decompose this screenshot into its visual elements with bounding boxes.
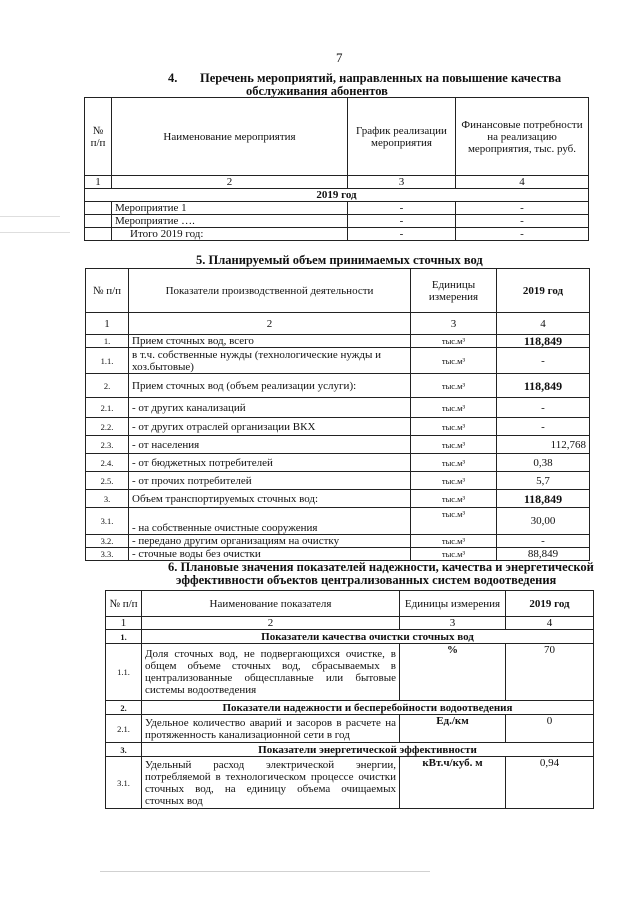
s5-row-value: -	[497, 418, 590, 436]
s4-row-num	[85, 215, 112, 228]
s6-colnum: 2	[142, 617, 400, 630]
s4-row-finance: -	[456, 228, 589, 241]
s4-row-name: Мероприятие 1	[112, 202, 348, 215]
s6-row-unit: %	[400, 644, 506, 701]
s5-colnum: 1	[86, 313, 129, 335]
s4-colnum: 4	[456, 176, 589, 189]
section4-title-line1: Перечень мероприятий, направленных на повышение качества	[200, 71, 562, 85]
s5-row-num: 2.2.	[86, 418, 129, 436]
s5-row-unit: тыс.м³	[411, 348, 497, 374]
s5-row-value: 88,849	[497, 548, 590, 561]
s5-row-value: 5,7	[497, 472, 590, 490]
s6-row-value: 0,94	[506, 757, 594, 809]
s4-colnum: 2	[112, 176, 348, 189]
s5-row-value: -	[497, 348, 590, 374]
s5-row-name: - сточные воды без очистки	[129, 548, 411, 561]
s6-header-unit: Единицы измерения	[400, 591, 506, 617]
s5-row-name: - передано другим организациям на очистку	[129, 535, 411, 548]
s4-row-schedule: -	[348, 202, 456, 215]
s5-row-unit: тыс.м³	[411, 335, 497, 348]
s5-row-name: Объем транспортируемых сточных вод:	[129, 490, 411, 508]
section4-number: 4.	[168, 71, 178, 85]
s5-row-value: 118,849	[497, 374, 590, 398]
s5-row-unit: тыс.м³	[411, 454, 497, 472]
s5-row-num: 2.1.	[86, 398, 129, 418]
s6-row-unit: Ед./км	[400, 715, 506, 743]
s6-colnum: 4	[506, 617, 594, 630]
s5-row-unit: тыс.м³	[411, 472, 497, 490]
s6-header-num: № п/п	[106, 591, 142, 617]
s6-row-num: 2.1.	[106, 715, 142, 743]
s5-row-name: Прием сточных вод, всего	[129, 335, 411, 348]
s5-header-num: № п/п	[86, 269, 129, 313]
s5-row-num: 3.3.	[86, 548, 129, 561]
s5-row-unit: тыс.м³	[411, 418, 497, 436]
s5-row-num: 3.1.	[86, 508, 129, 535]
s6-row-name: Доля сточных вод, не подвергающихся очистке, в общем объеме сточных вод, сбрасываемых в централизованные общесплавные или бытовые системы водоотведения	[142, 644, 400, 701]
s6-group-title: Показатели качества очистки сточных вод	[142, 630, 594, 644]
s5-row-value: 0,38	[497, 454, 590, 472]
section5-table	[85, 268, 590, 561]
section6-title-line1: 6. Плановые значения показателей надежности, качества и энергетической	[168, 560, 594, 574]
s5-row-num: 1.	[86, 335, 129, 348]
s5-row-value: -	[497, 398, 590, 418]
s5-row-num: 3.	[86, 490, 129, 508]
s5-row-num: 2.4.	[86, 454, 129, 472]
s6-group-title: Показатели энергетической эффективности	[142, 743, 594, 757]
s4-row-num	[85, 228, 112, 241]
s5-row-unit: тыс.м³	[411, 508, 497, 535]
s4-row-schedule: -	[348, 228, 456, 241]
s6-group-num: 2.	[106, 701, 142, 715]
s6-row-unit: кВт.ч/куб. м	[400, 757, 506, 809]
s5-header-year: 2019 год	[497, 269, 590, 313]
s5-row-unit: тыс.м³	[411, 374, 497, 398]
s5-row-value: 112,768	[497, 436, 590, 454]
s5-row-value: 118,849	[497, 490, 590, 508]
s4-colnum: 3	[348, 176, 456, 189]
section6-title-line2: эффективности объектов централизованных систем водоотведения	[176, 573, 557, 587]
page-number: 7	[336, 50, 343, 65]
s5-colnum: 3	[411, 313, 497, 335]
section6-table	[105, 590, 594, 809]
s5-colnum: 2	[129, 313, 411, 335]
s6-row-value: 0	[506, 715, 594, 743]
s6-group-title: Показатели надежности и бесперебойности водоотведения	[142, 701, 594, 715]
s4-row-num	[85, 202, 112, 215]
s6-group-num: 3.	[106, 743, 142, 757]
s4-row-finance: -	[456, 202, 589, 215]
s5-row-name: Прием сточных вод (объем реализации услуги):	[129, 374, 411, 398]
s4-row-name: Мероприятие ….	[112, 215, 348, 228]
s4-header-name: Наименование мероприятия	[112, 98, 348, 176]
s5-row-unit: тыс.м³	[411, 398, 497, 418]
s4-colnum: 1	[85, 176, 112, 189]
s6-group-num: 1.	[106, 630, 142, 644]
s5-row-unit: тыс.м³	[411, 490, 497, 508]
s5-header-unit: Единицы измерения	[411, 269, 497, 313]
scan-artifact	[100, 871, 430, 872]
s6-row-num: 3.1.	[106, 757, 142, 809]
s5-row-unit: тыс.м³	[411, 436, 497, 454]
s4-header-num: № п/п	[85, 98, 112, 176]
s5-colnum: 4	[497, 313, 590, 335]
s4-row-finance: -	[456, 215, 589, 228]
s5-header-indicator: Показатели производственной деятельности	[129, 269, 411, 313]
s4-year-row: 2019 год	[85, 189, 589, 202]
s4-header-finance: Финансовые потребности на реализацию мероприятия, тыс. руб.	[456, 98, 589, 176]
s5-row-name: - от бюджетных потребителей	[129, 454, 411, 472]
s5-row-num: 1.1.	[86, 348, 129, 374]
s5-row-value: -	[497, 535, 590, 548]
s5-row-name: - от прочих потребителей	[129, 472, 411, 490]
s5-row-num: 2.	[86, 374, 129, 398]
s5-row-unit: тыс.м³	[411, 535, 497, 548]
s5-row-name: - на собственные очистные сооружения	[129, 508, 411, 535]
s4-row-schedule: -	[348, 215, 456, 228]
s5-row-name: - от других отраслей организации ВКХ	[129, 418, 411, 436]
s6-header-year: 2019 год	[506, 591, 594, 617]
s6-row-name: Удельный расход электрической энергии, потребляемой в технологическом процессе очистки сточных вод, на единицу объема очищаемых сточных вод	[142, 757, 400, 809]
section5-title: 5. Планируемый объем принимаемых сточных вод	[196, 253, 483, 267]
s5-row-value: 30,00	[497, 508, 590, 535]
s5-row-name: - от населения	[129, 436, 411, 454]
scan-artifact	[0, 216, 60, 217]
s6-row-name: Удельное количество аварий и засоров в расчете на протяженность канализационной сети в год	[142, 715, 400, 743]
s5-row-name: - от других канализаций	[129, 398, 411, 418]
scan-artifact	[0, 232, 70, 233]
s4-header-schedule: График реализации мероприятия	[348, 98, 456, 176]
s6-row-value: 70	[506, 644, 594, 701]
s6-row-num: 1.1.	[106, 644, 142, 701]
s6-colnum: 3	[400, 617, 506, 630]
s5-row-name: в т.ч. собственные нужды (технологические нужды и хоз.бытовые)	[129, 348, 411, 374]
s6-header-indicator: Наименование показателя	[142, 591, 400, 617]
s5-row-value: 118,849	[497, 335, 590, 348]
s4-total-label: Итого 2019 год:	[112, 228, 348, 241]
s5-row-num: 2.3.	[86, 436, 129, 454]
s5-row-unit: тыс.м³	[411, 548, 497, 561]
s5-row-num: 2.5.	[86, 472, 129, 490]
section4-title-line2: обслуживания абонентов	[246, 84, 388, 98]
section4-table	[84, 97, 589, 241]
s6-colnum: 1	[106, 617, 142, 630]
s5-row-num: 3.2.	[86, 535, 129, 548]
